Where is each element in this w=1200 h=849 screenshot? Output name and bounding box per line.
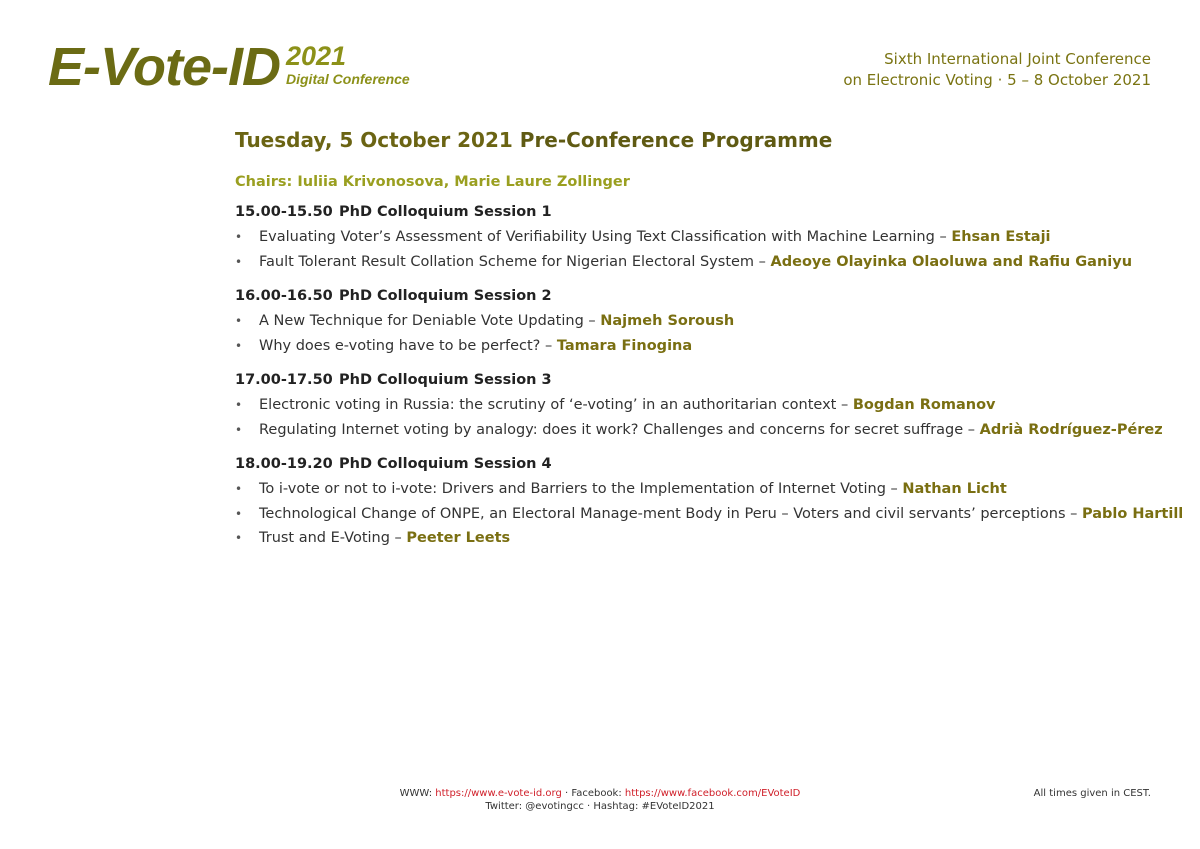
- bullet-icon: •: [235, 230, 243, 244]
- logo: [48, 38, 410, 96]
- talk-title: Trust and E-Voting: [259, 530, 390, 546]
- talk-title: Fault Tolerant Result Collation Scheme for Nigerian Electoral System: [259, 253, 755, 270]
- talk-title: Why does e-voting have to be perfect?: [259, 337, 541, 354]
- talk-list: [235, 477, 1184, 551]
- session-name: PhD Colloquium Session 1: [339, 204, 552, 220]
- talk-author: Tamara Finogina: [556, 337, 693, 354]
- talk-author: Nathan Licht: [902, 481, 1007, 497]
- timezone-note: All times given in CEST.: [1033, 788, 1151, 799]
- session-header: [235, 454, 1175, 474]
- talk-item: [235, 393, 1175, 418]
- day-title: [235, 126, 1175, 154]
- dash-separator: –: [934, 229, 952, 245]
- conference-line-1: Sixth International Joint Conference: [884, 50, 1151, 68]
- talk-author: Pablo Hartill: [1081, 505, 1184, 522]
- talk-author: Ehsan Estaji: [951, 229, 1051, 245]
- session-name: PhD Colloquium Session 3: [339, 372, 552, 388]
- bullet-icon: •: [235, 506, 243, 521]
- session-time: 18.00-19.20: [235, 456, 333, 472]
- talk-list: [235, 309, 1175, 358]
- day-date: Tuesday, 5 October 2021: [235, 128, 513, 152]
- dash-separator: –: [540, 337, 557, 354]
- dash-separator: –: [885, 481, 903, 497]
- logo-side: [286, 42, 410, 88]
- session-block: [235, 286, 1175, 358]
- session-chairs: Chairs: Iuliia Krivonosova, Marie Laure Zollinger: [235, 174, 630, 190]
- talk-title: A New Technique for Deniable Vote Updating: [259, 313, 584, 329]
- talk-item: [235, 477, 1175, 502]
- talk-author: Adeoye Olayinka Olaoluwa and Rafiu Ganiyu: [770, 253, 1133, 270]
- session-block: [235, 454, 1184, 551]
- logo-year: 2021: [286, 41, 347, 71]
- website-link[interactable]: https://www.e-vote-id.org: [435, 788, 562, 799]
- talk-title: Evaluating Voter’s Assessment of Verifiability Using Text Classification with Machine Learning: [259, 229, 935, 245]
- session-name: PhD Colloquium Session 4: [339, 456, 552, 472]
- talk-title: Regulating Internet voting by analogy: does it work? Challenges and concerns for secret suffrage: [259, 421, 964, 438]
- talk-title: Electronic voting in Russia: the scrutiny of ‘e-voting’ in an authoritarian context: [259, 397, 837, 413]
- footer: [0, 787, 1200, 813]
- programme: [235, 126, 1184, 551]
- session-header: [235, 286, 1175, 306]
- session-block: [235, 202, 1175, 274]
- dash-separator: –: [754, 253, 771, 270]
- bullet-icon: •: [235, 314, 243, 328]
- bullet-icon: •: [235, 398, 243, 412]
- session-time: 16.00-16.50: [235, 288, 333, 304]
- talk-title: Technological Change of ONPE, an Electoral Manage-ment Body in Peru – Voters and civil servants’ perceptions: [259, 505, 1066, 522]
- bullet-icon: •: [235, 422, 243, 437]
- logo-subtitle: Digital Conference: [286, 71, 410, 87]
- talk-list: [235, 225, 1175, 274]
- bullet-icon: •: [235, 254, 243, 269]
- www-label: WWW:: [399, 788, 436, 799]
- logo-wordmark: E-Vote-ID: [48, 37, 280, 97]
- facebook-link[interactable]: https://www.facebook.com/EVoteID: [624, 788, 801, 799]
- session-header: [235, 202, 1175, 222]
- talk-item: [235, 502, 1184, 527]
- dash-separator: –: [1065, 505, 1082, 522]
- talk-title: To i-vote or not to i-vote: Drivers and Barriers to the Implementation of Internet Voting: [259, 481, 886, 497]
- talk-author: Adrià Rodríguez-Pérez: [979, 421, 1163, 438]
- talk-item: [235, 309, 1175, 334]
- talk-item: [235, 418, 1175, 443]
- dash-separator: –: [963, 421, 980, 438]
- bullet-icon: •: [235, 338, 243, 353]
- talk-list: [235, 393, 1175, 442]
- talk-item: [235, 526, 1175, 551]
- dash-separator: –: [389, 530, 407, 546]
- talk-item: [235, 334, 1175, 359]
- talk-item: [235, 225, 1175, 250]
- footer-line-2: Twitter: @evotingcc · Hashtag: #EVoteID2021: [485, 801, 715, 812]
- talk-author: Najmeh Soroush: [600, 313, 735, 329]
- talk-author: Peeter Leets: [406, 530, 511, 546]
- bullet-icon: •: [235, 531, 243, 545]
- session-time: 15.00-15.50: [235, 204, 333, 220]
- session-time: 17.00-17.50: [235, 372, 333, 388]
- conference-info: [843, 49, 1151, 91]
- bullet-icon: •: [235, 482, 243, 496]
- conference-line-2: on Electronic Voting · 5 – 8 October 2021: [843, 71, 1151, 89]
- talk-author: Bogdan Romanov: [852, 397, 996, 413]
- footer-line-1: [0, 787, 1200, 800]
- facebook-label: · Facebook:: [561, 788, 625, 799]
- session-block: [235, 370, 1175, 442]
- dash-separator: –: [583, 313, 601, 329]
- dash-separator: –: [836, 397, 853, 413]
- session-header: [235, 370, 1175, 390]
- session-name: PhD Colloquium Session 2: [339, 288, 552, 304]
- programme-title: Pre-Conference Programme: [519, 128, 833, 152]
- sessions-list: [235, 202, 1184, 551]
- talk-item: [235, 250, 1175, 275]
